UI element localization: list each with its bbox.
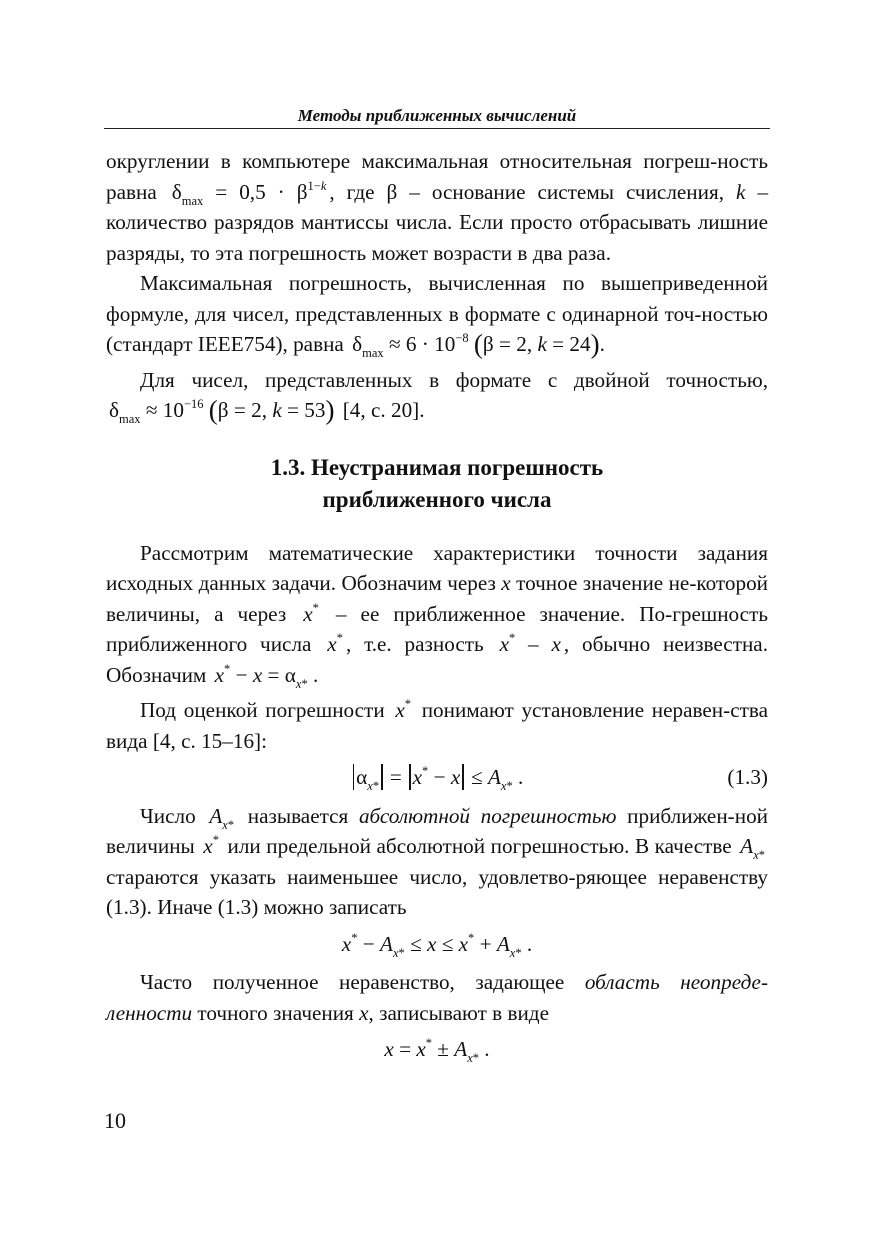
paragraph-1: округлении в компьютере максимальная относительная погреш-ность равна $\delta_{max} = 0,5 \cdot \beta^{1-k}$ , где β – основание системы счисления, k – количество разрядов мантиссы числа. Если просто отбрасывать лишние разряды, то эта погрешность может возрасти в два раза. [106, 149, 769, 265]
formula-double-precision: $\delta_{max} \approx 10^{-16}$ (β = 2, k = 53) [109, 395, 335, 426]
section-heading: 1.3. Неустранимая погрешность приближенного числа [270, 454, 604, 512]
page-body [106, 146, 768, 1073]
equation-1-3: $\alpha_{x*} = x^* - x \le A_{x*}$ . (1.3) [106, 762, 768, 793]
page-number: 10 [104, 1108, 126, 1133]
formula-delta-max: $\delta_{max} = 0,5 \cdot \beta^{1-k}$ [171, 178, 327, 208]
paragraph-3: Для чисел, представленных в формате с двойной точностью, $\delta_{max} \approx 10^{-16}$ (β = 2, k = 53) [4, с. 20]. [106, 365, 768, 426]
term-uncertainty-region: область неопреде-ленности [106, 970, 768, 1025]
paragraph-5: Под оценкой погрешности x* понимают установление неравен-ства вида [4, с. 15–16]: [106, 697, 768, 753]
formula-alpha-def: $x^* - x = \alpha_{x*}$ . [214, 661, 319, 691]
header-rule [104, 128, 770, 129]
paragraph-4: Рассмотрим математические характеристики точности задания исходных данных задачи. Обозначим через x точное значение не-которой величины, а через x* – ее приближенное значение. По-грешность приближенного числа x* , т.е. разность x* – x , обычно неизвестна. Обозначим $x^* - x = \alpha_{x*}$ . [106, 540, 769, 691]
paragraph-2: Максимальная погрешность, вычисленная по вышеприведенной формуле, для чисел, представленных в формате с одинарной точ-ностью (стандарт IEEE754), равна $\delta_{max} \approx 6 \cdot 10^{-8}$ (β = 2, k = 24). [106, 271, 768, 360]
paragraph-7: Часто полученное неравенство, задающее область неопреде-ленности точного значения x, записывают в виде [106, 970, 768, 1025]
formula-single-precision: $\delta_{max} \approx 6 \cdot 10^{-8}$ (β = 2, k = 24). [352, 329, 605, 360]
equation-interval: $x^* - A_{x*} \le x \le x^* + A_{x*}$ . [341, 930, 533, 960]
equation-pm: $x = x^* \pm A_{x*}$ . [384, 1036, 490, 1065]
paragraph-6: Число $A_{x*}$ называется абсолютной погрешностью приближен-ной величины x* или предельной абсолютной погрешностью. В качестве $A_{x*}$ стараются указать наименьшее число, удовлетво-ряющее неравенству (1.3). Иначе (1.3) можно записать [106, 803, 769, 919]
running-header: Методы приближенных вычислений [297, 106, 577, 125]
term-absolute-error: абсолютной погрешностью [358, 803, 617, 828]
equation-number: (1.3) [727, 765, 768, 789]
